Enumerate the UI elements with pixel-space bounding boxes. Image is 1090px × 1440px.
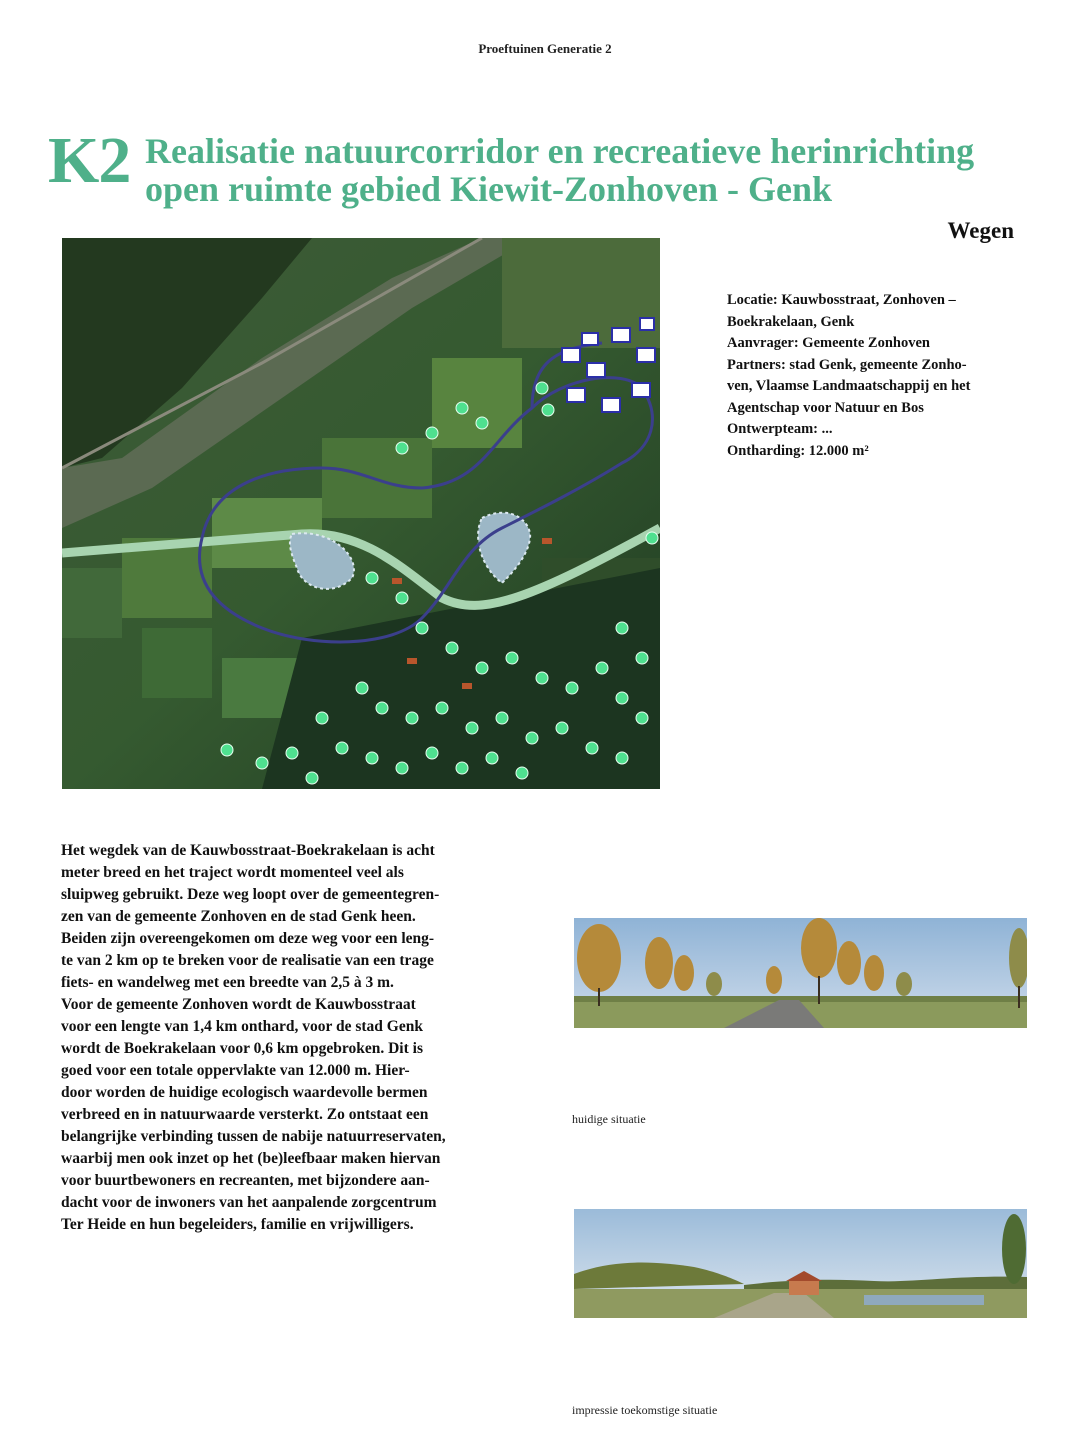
future-situation-caption: impressie toekomstige situatie (572, 1403, 718, 1417)
project-info (727, 290, 1027, 462)
info-line: Agentschap voor Natuur en Bos (727, 399, 924, 416)
title-line-2: open ruimte gebied Kiewit-Zonhoven - Genk (145, 169, 833, 209)
body-text (61, 840, 521, 1236)
body-line: voor buurtbewoners en recreanten, met bijzondere aan- (61, 1172, 430, 1189)
info-line: Aanvrager: Gemeente Zonhoven (727, 335, 930, 351)
aerial-map-image (62, 238, 660, 789)
body-line: goed voor een totale oppervlakte van 12.000 m. Hier- (61, 1062, 410, 1079)
info-line: Ontwerpteam: ... (727, 421, 833, 437)
info-line: Locatie: Kauwbosstraat, Zonhoven – (727, 292, 956, 308)
body-line: Beiden zijn overeengekomen om deze weg voor een leng- (61, 930, 435, 947)
body-line: verbreed en in natuurwaarde versterkt. Zo ontstaat een (61, 1106, 429, 1123)
body-line: door worden de huidige ecologisch waardevolle bermen (61, 1084, 428, 1101)
body-line: Voor de gemeente Zonhoven wordt de Kauwbosstraat (61, 996, 416, 1013)
current-situation-photo (574, 918, 1027, 1028)
body-line: waarbij men ook inzet op het (be)leefbaar maken hiervan (61, 1150, 441, 1167)
body-line: voor een lengte van 1,4 km onthard, voor de stad Genk (61, 1018, 423, 1035)
body-line: te van 2 km op te breken voor de realisatie van een trage (61, 952, 434, 969)
info-line: Partners: stad Genk, gemeente Zonho- (727, 356, 967, 373)
body-line: Het wegdek van de Kauwbosstraat-Boekrakelaan is acht (61, 842, 435, 859)
project-code: K2 (48, 124, 131, 197)
future-situation-photo (574, 1209, 1027, 1318)
body-line: wordt de Boekrakelaan voor 0,6 km opgebroken. Dit is (61, 1040, 423, 1057)
body-line: meter breed en het traject wordt momenteel veel als (61, 864, 404, 881)
info-line: Ontharding: 12.000 m² (727, 442, 869, 459)
body-line: fiets- en wandelweg met een breedte van 2,5 à 3 m. (61, 974, 394, 991)
body-line: sluipweg gebruikt. Deze weg loopt over de gemeentegren- (61, 886, 440, 903)
project-title (145, 132, 1045, 208)
info-line: Boekrakelaan, Genk (727, 313, 855, 330)
category-label: Wegen (947, 218, 1014, 243)
running-header: Proeftuinen Generatie 2 (478, 41, 612, 56)
body-line: Ter Heide en hun begeleiders, familie en vrijwilligers. (61, 1216, 414, 1233)
body-line: dacht voor de inwoners van het aanpalende zorgcentrum (61, 1194, 437, 1211)
body-line: belangrijke verbinding tussen de nabije natuurreservaten, (61, 1128, 446, 1145)
body-line: zen van de gemeente Zonhoven en de stad Genk heen. (61, 908, 416, 925)
current-situation-caption: huidige situatie (572, 1112, 646, 1126)
info-line: ven, Vlaamse Landmaatschappij en het (727, 378, 971, 394)
title-line-1: Realisatie natuurcorridor en recreatieve herinrichting (145, 131, 975, 171)
